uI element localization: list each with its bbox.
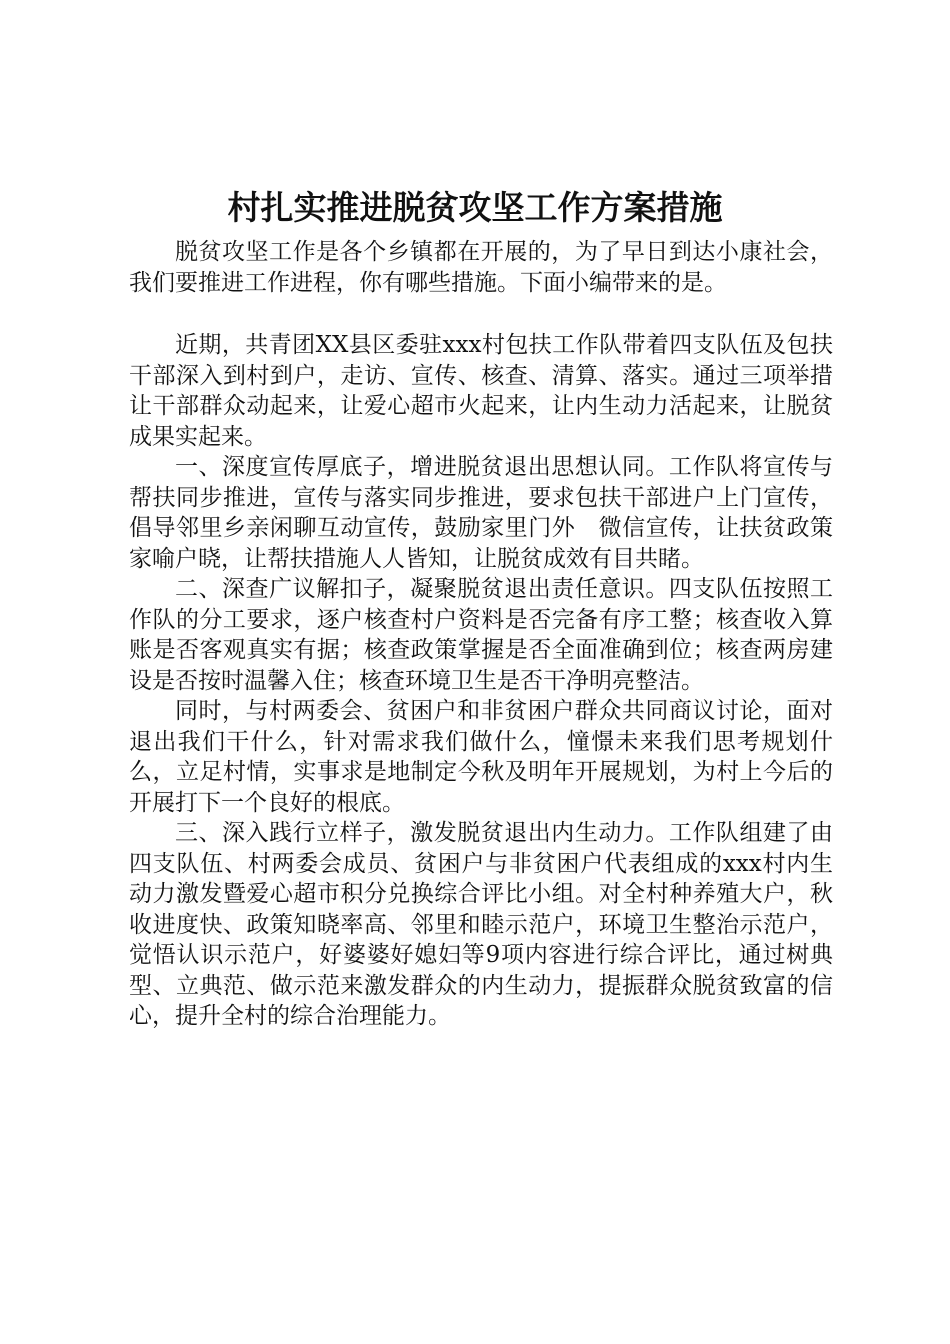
paragraph-2: 一、深度宣传厚底子，增进脱贫退出思想认同。工作队将宣传与帮扶同步推进，宣传与落实同步推进，要求包扶干部进户上门宣传，倡导邻里乡亲闲聊互动宣传，鼓励家里门外 微信宣传，让扶贫政策家喻户晓，让帮扶措施人人皆知，让脱贫成效有目共睹。 <box>129 454 833 572</box>
paragraph-1: 近期，共青团XX县区委驻xxx村包扶工作队带着四支队伍及包扶干部深入到村到户，走访、宣传、核查、清算、落实。通过三项举措让干部群众动起来，让爱心超市火起来，让内生动力活起来，让脱贫成果实起来。 <box>129 332 833 450</box>
paragraph-5: 三、深入践行立样子，激发脱贫退出内生动力。工作队组建了由四支队伍、村两委会成员、贫困户与非贫困户代表组成的xxx村内生动力激发暨爱心超市积分兑换综合评比小组。对全村种养殖大户，秋收进度快、政策知晓率高、邻里和睦示范户，环境卫生整治示范户，觉悟认识示范户，好婆婆好媳妇等9项内容进行综合评比，通过树典型、立典范、做示范来激发群众的内生动力，提振群众脱贫致富的信心，提升全村的综合治理能力。 <box>129 820 833 1029</box>
paragraph-3: 二、深查广议解扣子，凝聚脱贫退出责任意识。四支队伍按照工作队的分工要求，逐户核查村户资料是否完备有序工整；核查收入算账是否客观真实有据；核查政策掌握是否全面准确到位；核查两房建设是否按时温馨入住；核查环境卫生是否干净明亮整洁。 <box>129 576 833 694</box>
body-block <box>129 330 833 1032</box>
intro-block <box>129 237 833 298</box>
intro-paragraph: 脱贫攻坚工作是各个乡镇都在开展的，为了早日到达小康社会，我们要推进工作进程，你有哪些措施。下面小编带来的是。 <box>129 239 833 296</box>
paragraph-4: 同时，与村两委会、贫困户和非贫困户群众共同商议讨论，面对退出我们干什么，针对需求我们做什么，憧憬未来我们思考规划什么，立足村情，实事求是地制定今秋及明年开展规划，为村上今后的开展打下一个良好的根底。 <box>129 698 833 816</box>
document-title: 村扎实推进脱贫攻坚工作方案措施 <box>227 188 723 227</box>
